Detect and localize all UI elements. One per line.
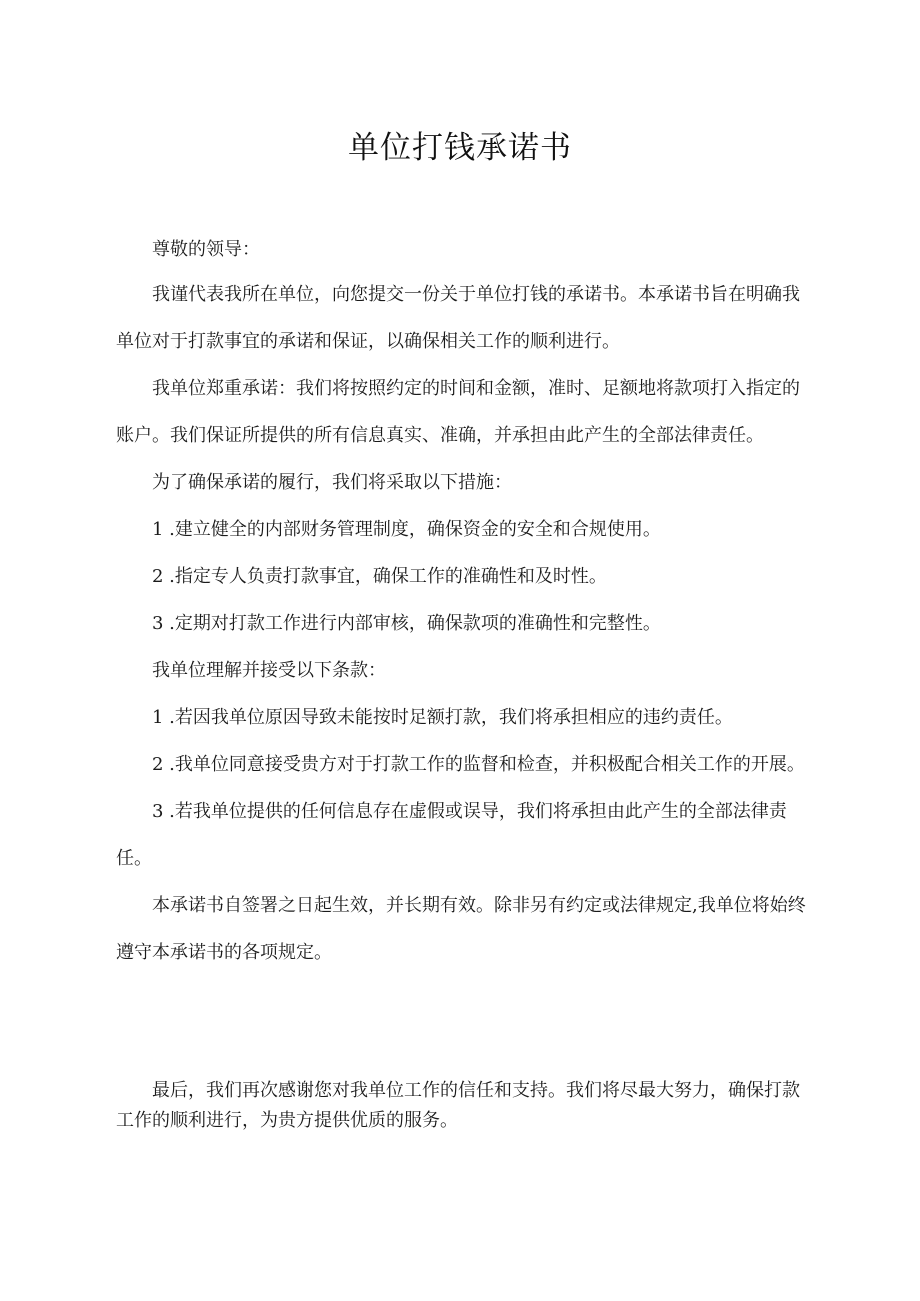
term-item-3: 3 .若我单位提供的任何信息存在虚假或误导，我们将承担由此产生的全部法律责任。 <box>116 801 787 869</box>
paragraph-measures-heading: 为了确保承诺的履行，我们将采取以下措施： <box>152 472 512 493</box>
paragraph-intro: 我谨代表我所在单位，向您提交一份关于单位打钱的承诺书。本承诺书旨在明确我单位对于打款事宜的承诺和保证，以确保相关工作的顺利进行。 <box>116 284 800 352</box>
salutation: 尊敬的领导： <box>152 239 260 260</box>
paragraph-commitment: 我单位郑重承诺：我们将按照约定的时间和金额，准时、足额地将款项打入指定的账户。我们保证所提供的所有信息真实、准确，并承担由此产生的全部法律责任。 <box>116 378 800 446</box>
document-body <box>116 226 806 273</box>
measure-item-3: 3 .定期对打款工作进行内部审核，确保款项的准确性和完整性。 <box>152 613 661 634</box>
term-item-2: 2 .我单位同意接受贵方对于打款工作的监督和检查，并积极配合相关工作的开展。 <box>152 754 805 775</box>
document-body-main <box>116 271 806 976</box>
paragraph-closing: 最后，我们再次感谢您对我单位工作的信任和支持。我们将尽最大努力，确保打款工作的顺利进行，为贵方提供优质的服务。 <box>116 1080 800 1131</box>
paragraph-terms-heading: 我单位理解并接受以下条款： <box>152 660 386 681</box>
measure-item-2: 2 .指定专人负责打款事宜，确保工作的准确性和及时性。 <box>152 566 607 587</box>
measure-item-1: 1 .建立健全的内部财务管理制度，确保资金的安全和合规使用。 <box>152 519 661 540</box>
term-item-1: 1 .若因我单位原因导致未能按时足额打款，我们将承担相应的违约责任。 <box>152 707 733 728</box>
document-title: 单位打钱承诺书 <box>348 130 572 166</box>
paragraph-validity: 本承诺书自签署之日起生效，并长期有效。除非另有约定或法律规定,我单位将始终遵守本承诺书的各项规定。 <box>116 895 806 963</box>
closing-block <box>116 1076 806 1136</box>
